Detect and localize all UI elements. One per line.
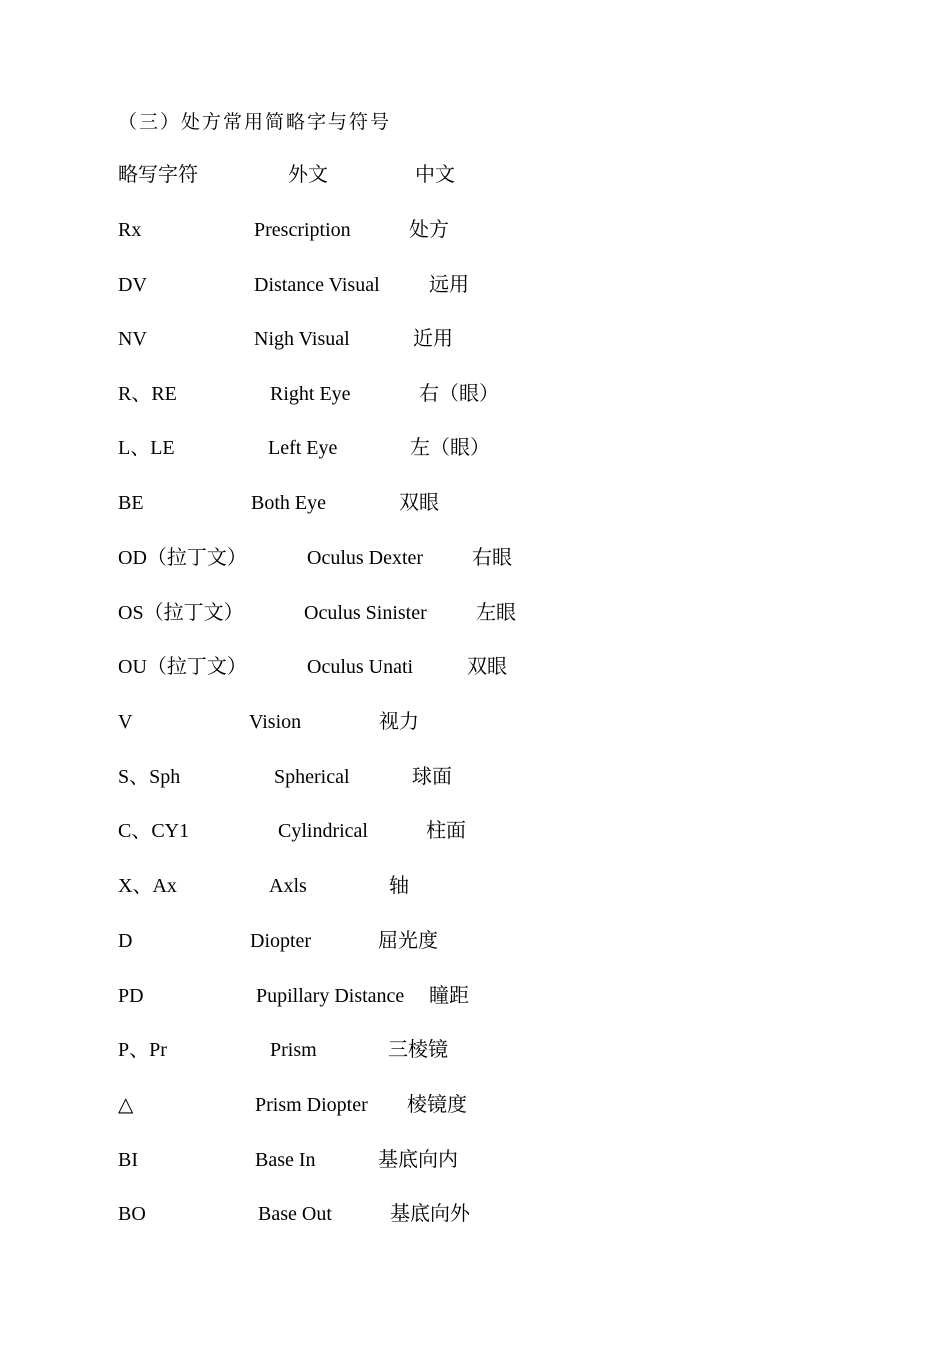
row-foreign: Axls — [269, 875, 307, 897]
row-chinese: 左（眼） — [410, 437, 490, 459]
row-abbr: OU（拉丁文） — [118, 656, 247, 678]
row-chinese: 远用 — [429, 274, 469, 296]
table-row — [0, 707, 950, 737]
row-abbr: OD（拉丁文） — [118, 547, 247, 569]
table-row — [0, 981, 950, 1011]
row-abbr: P、Pr — [118, 1039, 167, 1061]
row-foreign: Nigh Visual — [254, 328, 350, 350]
row-foreign: Vision — [249, 711, 302, 733]
column-header-row — [0, 160, 950, 190]
row-chinese: 基底向内 — [378, 1149, 458, 1171]
row-chinese: 处方 — [409, 219, 449, 241]
row-abbr: C、CY1 — [118, 820, 190, 842]
row-chinese: 视力 — [379, 711, 419, 733]
row-foreign: Base In — [255, 1149, 316, 1171]
row-abbr: NV — [118, 328, 147, 350]
row-abbr: S、Sph — [118, 766, 181, 788]
row-chinese: 柱面 — [426, 820, 466, 842]
row-foreign: Oculus Dexter — [307, 547, 424, 569]
row-abbr: DV — [118, 274, 147, 296]
row-abbr: X、Ax — [118, 875, 177, 897]
row-chinese: 双眼 — [399, 492, 439, 514]
table-row — [0, 871, 950, 901]
row-foreign: Left Eye — [268, 437, 338, 459]
row-abbr: BI — [118, 1149, 138, 1171]
table-row — [0, 488, 950, 518]
row-foreign: Diopter — [250, 930, 312, 952]
table-row — [0, 215, 950, 245]
row-foreign: Cylindrical — [278, 820, 368, 842]
row-abbr: R、RE — [118, 383, 177, 405]
row-foreign: Right Eye — [270, 383, 351, 405]
row-foreign: Spherical — [274, 766, 350, 788]
section-heading: （三）处方常用简略字与符号 — [118, 112, 392, 133]
table-row — [0, 1145, 950, 1175]
row-chinese: 右眼 — [472, 547, 512, 569]
row-chinese: 球面 — [412, 766, 452, 788]
table-row — [0, 598, 950, 628]
table-row — [0, 379, 950, 409]
row-chinese: 轴 — [389, 875, 409, 897]
row-abbr: PD — [118, 985, 144, 1007]
row-abbr: Rx — [118, 219, 142, 241]
row-chinese: 屈光度 — [378, 930, 438, 952]
row-abbr: L、LE — [118, 437, 175, 459]
row-chinese: 三棱镜 — [388, 1039, 448, 1061]
table-row — [0, 1035, 950, 1065]
row-abbr: D — [118, 930, 133, 952]
row-foreign: Oculus Sinister — [304, 602, 427, 624]
table-row — [0, 816, 950, 846]
table-row — [0, 762, 950, 792]
row-foreign: Both Eye — [251, 492, 326, 514]
table-row — [0, 1199, 950, 1229]
row-foreign: Prism Diopter — [255, 1094, 368, 1116]
row-foreign: Distance Visual — [254, 274, 380, 296]
row-abbr: BE — [118, 492, 144, 514]
row-abbr: △ — [118, 1094, 134, 1116]
row-abbr: V — [118, 711, 133, 733]
table-row — [0, 270, 950, 300]
header-abbr: 略写字符 — [118, 164, 198, 186]
row-abbr: OS（拉丁文） — [118, 602, 244, 624]
row-chinese: 基底向外 — [390, 1203, 470, 1225]
row-chinese: 左眼 — [476, 602, 516, 624]
row-foreign: Prism — [270, 1039, 317, 1061]
row-foreign: Pupillary Distance — [256, 985, 405, 1007]
row-chinese: 棱镜度 — [407, 1094, 467, 1116]
table-row — [0, 543, 950, 573]
header-foreign: 外文 — [288, 164, 328, 186]
row-abbr: BO — [118, 1203, 146, 1225]
row-foreign: Base Out — [258, 1203, 332, 1225]
row-chinese: 瞳距 — [429, 985, 469, 1007]
row-chinese: 双眼 — [467, 656, 507, 678]
table-row — [0, 433, 950, 463]
row-chinese: 近用 — [413, 328, 453, 350]
row-foreign: Oculus Unati — [307, 656, 414, 678]
table-row — [0, 652, 950, 682]
row-chinese: 右（眼） — [419, 383, 499, 405]
table-row — [0, 324, 950, 354]
table-row — [0, 1090, 950, 1120]
table-row — [0, 926, 950, 956]
header-chinese: 中文 — [415, 164, 455, 186]
row-foreign: Prescription — [254, 219, 351, 241]
